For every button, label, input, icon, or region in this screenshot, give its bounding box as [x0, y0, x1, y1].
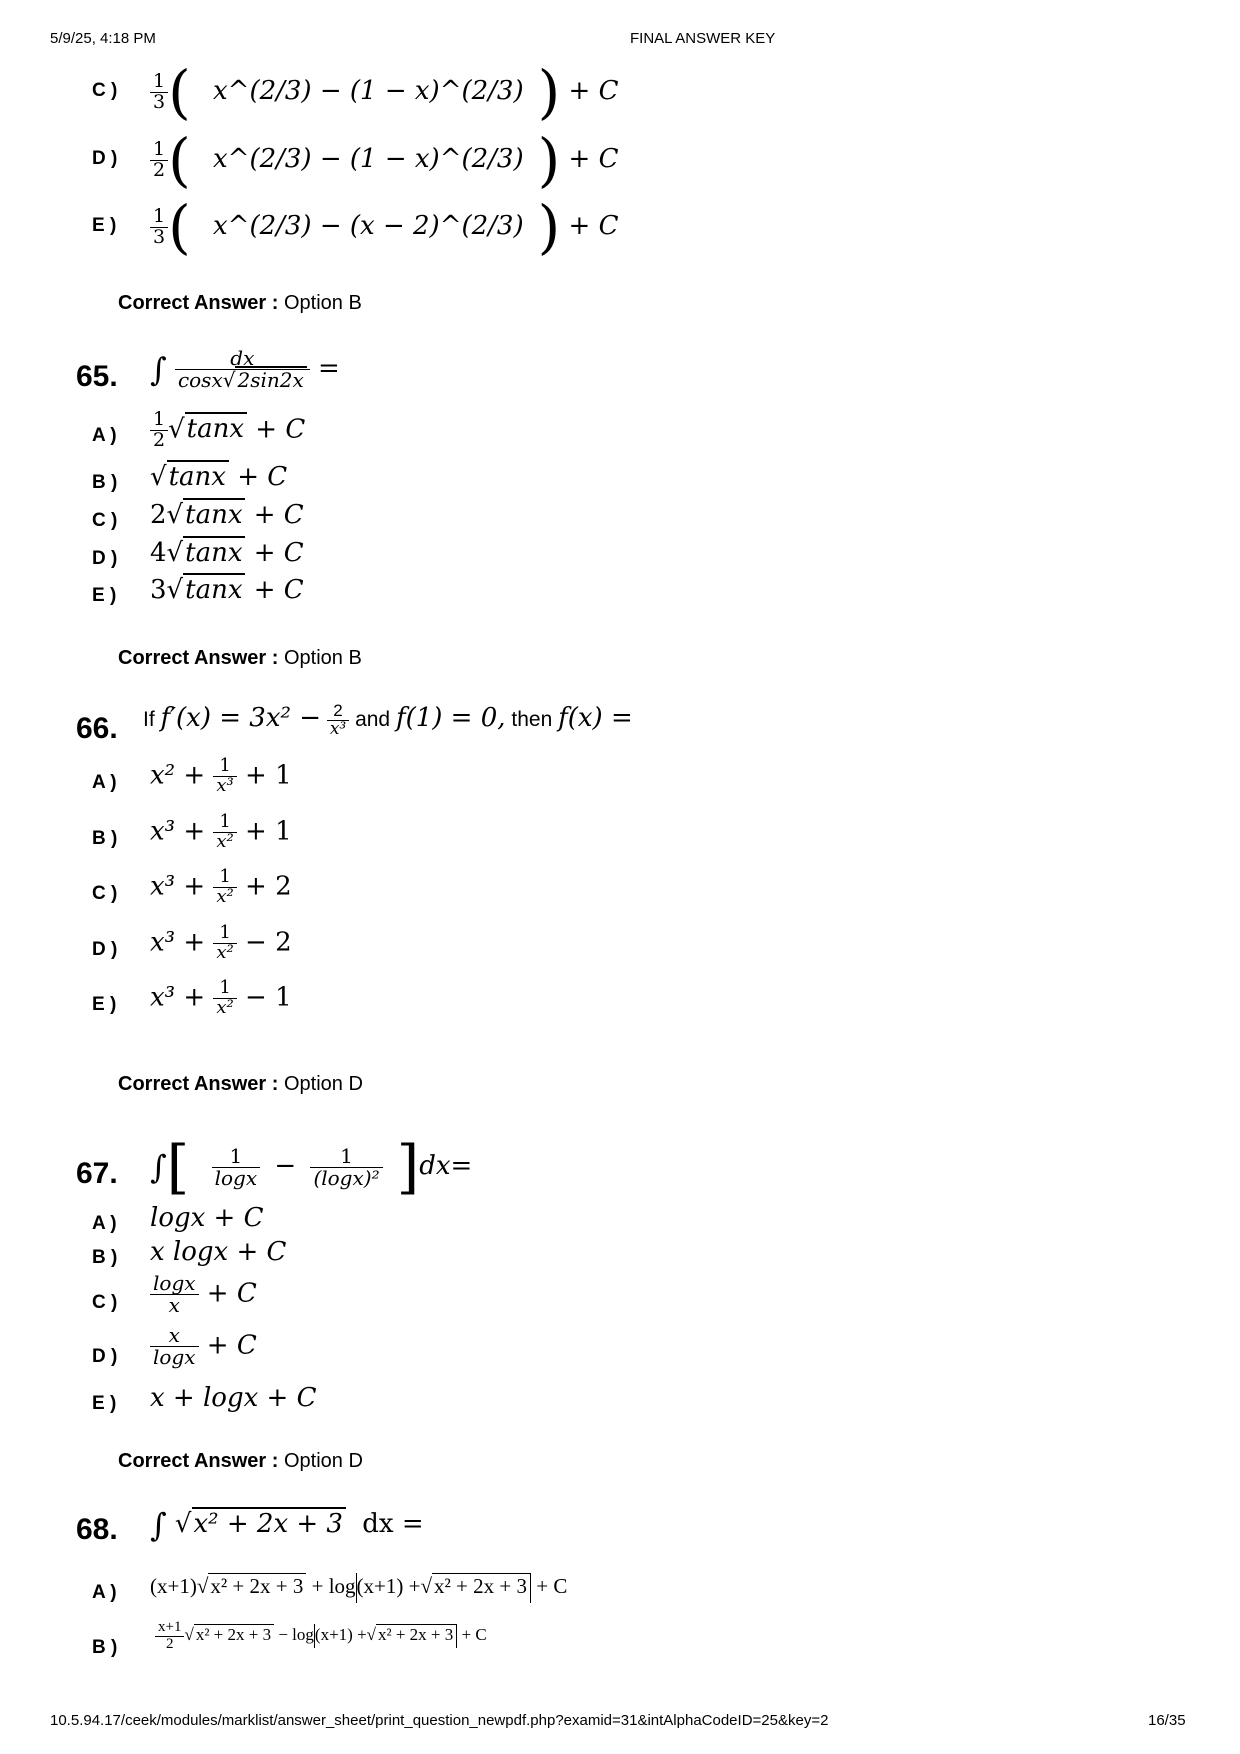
question-number: 66.	[76, 712, 118, 745]
correct-answer-67: Correct Answer : Option D	[118, 1450, 363, 1472]
option-label: A )	[92, 1213, 117, 1234]
option-label: A )	[92, 772, 117, 793]
option-label: E )	[92, 215, 117, 236]
correct-answer-65: Correct Answer : Option B	[118, 647, 362, 669]
option-label: C )	[92, 510, 118, 531]
option-label: D )	[92, 148, 118, 169]
page-header-title: FINAL ANSWER KEY	[630, 30, 776, 47]
option-67-e: x + logx + C	[150, 1383, 317, 1413]
option-label: B )	[92, 1247, 118, 1268]
question-65-stem: ∫ $\frac{dx}{\cos x√ 2\sin 2x}$ =	[150, 346, 340, 392]
page-number: 16/35	[1148, 1712, 1186, 1729]
option-label: C )	[92, 1292, 118, 1313]
correct-answer-66: Correct Answer : Option D	[118, 1073, 363, 1095]
option-label: B )	[92, 828, 118, 849]
option-label: E )	[92, 994, 117, 1015]
option-66-b: x³ + $\frac{1}{\text{x²}}$ + 1	[150, 811, 292, 852]
question-number: 65.	[76, 360, 118, 393]
option-label: A )	[92, 425, 117, 446]
option-label: D )	[92, 548, 118, 569]
option-67-c: $\frac{\log x}{x}$ + C	[150, 1273, 257, 1316]
option-label: D )	[92, 1346, 118, 1367]
page-url: 10.5.94.17/ceek/modules/marklist/answer_sheet/print_question_newpdf.php?examid=31&intAlphaCodeID=25&key=2	[50, 1712, 829, 1729]
option-66-e: x³ + $\frac{1}{\text{x²}}$ − 1	[150, 977, 292, 1018]
option-66-d: x³ + $\frac{1}{\text{x²}}$ − 2	[150, 922, 292, 963]
option-label: A )	[92, 1582, 117, 1603]
question-67-stem: ∫[ $\frac{1}{\log x}$ − $\frac{1}{\text{(logx)²}}$ ]dx=	[150, 1133, 473, 1201]
option-66-a: x² + $\frac{1}{\text{x³}}$ + 1	[150, 755, 292, 796]
question-number: 67.	[76, 1157, 118, 1190]
option-64-d: $\frac{1}{2}$ ( x^(2/3) − (1 − x)^(2/3) ) + C	[150, 126, 618, 194]
option-64-c: $\frac{1}{3}$ ( x^(2/3) − (1 − x)^(2/3) ) + C	[150, 58, 618, 126]
option-66-c: x³ + $\frac{1}{\text{x²}}$ + 2	[150, 866, 292, 907]
print-datetime: 5/9/25, 4:18 PM	[50, 30, 156, 47]
option-67-b: x logx + C	[150, 1237, 287, 1267]
option-65-b: √tanx + C	[150, 462, 288, 492]
option-65-a: $\frac{1}{2}$ √tanx + C	[150, 410, 305, 451]
option-67-a: logx + C	[150, 1203, 264, 1233]
option-label: E )	[92, 585, 117, 606]
option-label: C )	[92, 883, 118, 904]
option-65-c: 2√tanx + C	[150, 500, 304, 530]
option-label: D )	[92, 939, 118, 960]
question-68-stem: ∫ √x² + 2x + 3 dx =	[150, 1506, 424, 1544]
option-64-e: $\frac{1}{3}$ ( x^(2/3) − (x − 2)^(2/3) ) + C	[150, 193, 618, 261]
option-label: C )	[92, 80, 118, 101]
option-label: E )	[92, 1393, 117, 1414]
option-67-d: $\frac{x}{\log x}$ + C	[150, 1325, 257, 1368]
option-68-b: $\frac{x+1}{2}$ √ x² + 2x + 3 − log(x+1) +√ x² + 2x + 3 + C	[155, 1620, 487, 1653]
correct-answer-64: Correct Answer : Option B	[118, 292, 362, 314]
option-65-d: 4√tanx + C	[150, 538, 304, 568]
option-65-e: 3√tanx + C	[150, 575, 304, 605]
question-66-stem: If f′(x) = 3x² − $\frac{2}{\text{x³}}$ and f(1) = 0, then f(x) =	[143, 701, 633, 739]
option-label: B )	[92, 472, 118, 493]
option-68-a: (x+1)√x² + 2x + 3 + log(x+1) +√x² + 2x + 3 + C	[150, 1573, 567, 1603]
question-number: 68.	[76, 1513, 118, 1546]
option-label: B )	[92, 1637, 118, 1658]
